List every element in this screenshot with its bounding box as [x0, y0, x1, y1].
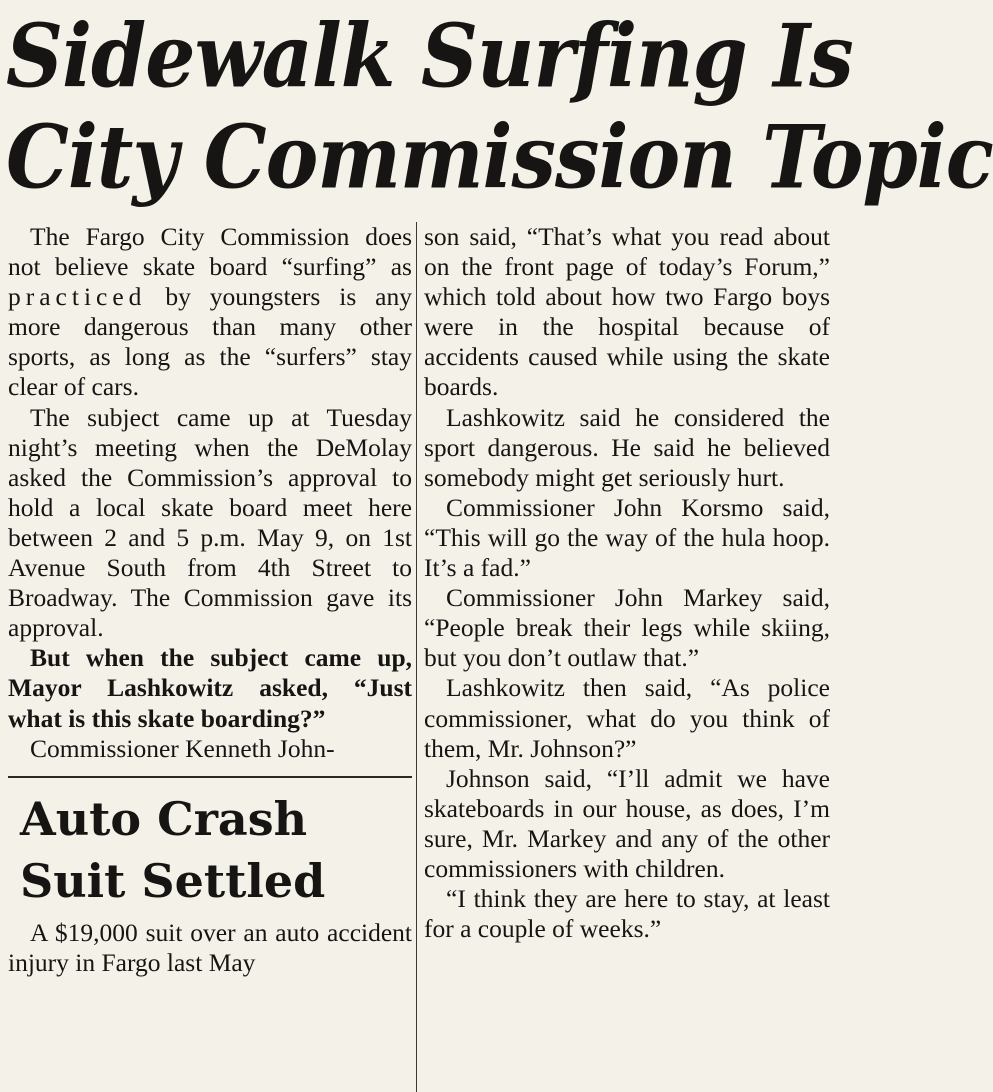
- paragraph-lashkowitz-danger: Lashkowitz said he considered the sport dangerous. He said he believed somebody might get seriously hurt.: [424, 402, 830, 492]
- paragraph-lashkowitz-asks: Lashkowitz then said, “As police commissioner, what do you think of them, Mr. Johnson?”: [424, 673, 830, 763]
- paragraph-johnson-start: Commissioner Kenneth John-: [30, 733, 335, 763]
- main-headline: [6, 4, 993, 209]
- paragraph-johnson-reply: Johnson said, “I’ll admit we have skateboards in our house, as does, I’m sure, Mr. Markey and any of the other commissioners with children.: [424, 763, 830, 883]
- paragraph-meeting: The subject came up at Tuesday night’s meeting when the DeMolay asked the Commission’s approval to hold a local skate board meet here between 2 and 5 p.m. May 9, on 1st Avenue South from 4th Street to Broadway. The Commission gave its approval.: [8, 402, 412, 643]
- opening-spaced-word: practiced: [8, 282, 147, 312]
- headline-line-2: City Commission Topic: [6, 106, 993, 209]
- paragraph-forum-quote: son said, “That’s what you read about on the front page of today’s Forum,” which told about how two Fargo boys were in the hospital because of accidents caused while using the skate boards.: [424, 222, 830, 402]
- story-separator: [8, 776, 412, 778]
- second-story-headline: [20, 788, 412, 912]
- paragraph-opening: [8, 222, 412, 403]
- opening-text-b: by youngsters is any more dangerous than many other sports, as long as the “surfers” stay clear of cars.: [8, 282, 412, 402]
- right-column: [424, 222, 830, 944]
- second-story-paragraph: A $19,000 suit over an auto accident injury in Fargo last May: [8, 917, 412, 977]
- second-headline-line-1: Auto Crash: [20, 791, 308, 846]
- left-column: [8, 222, 412, 978]
- paragraph-mayor-question: But when the subject came up, Mayor Lashkowitz asked, “Just what is this skate boarding?”: [8, 643, 412, 733]
- paragraph-korsmo: Commissioner John Korsmo said, “This will go the way of the hula hoop. It’s a fad.”: [424, 492, 830, 583]
- paragraph-markey: Commissioner John Markey said, “People break their legs while skiing, but you don’t outlaw that.”: [424, 583, 830, 673]
- column-divider: [416, 222, 417, 1092]
- opening-text-a: The Fargo City Commission does not believe skate board “surfing” as: [8, 222, 412, 282]
- second-headline-line-2: Suit Settled: [20, 853, 326, 908]
- headline-line-1: Sidewalk Surfing Is: [6, 4, 853, 108]
- paragraph-here-to-stay: “I think they are here to stay, at least for a couple of weeks.”: [424, 884, 830, 944]
